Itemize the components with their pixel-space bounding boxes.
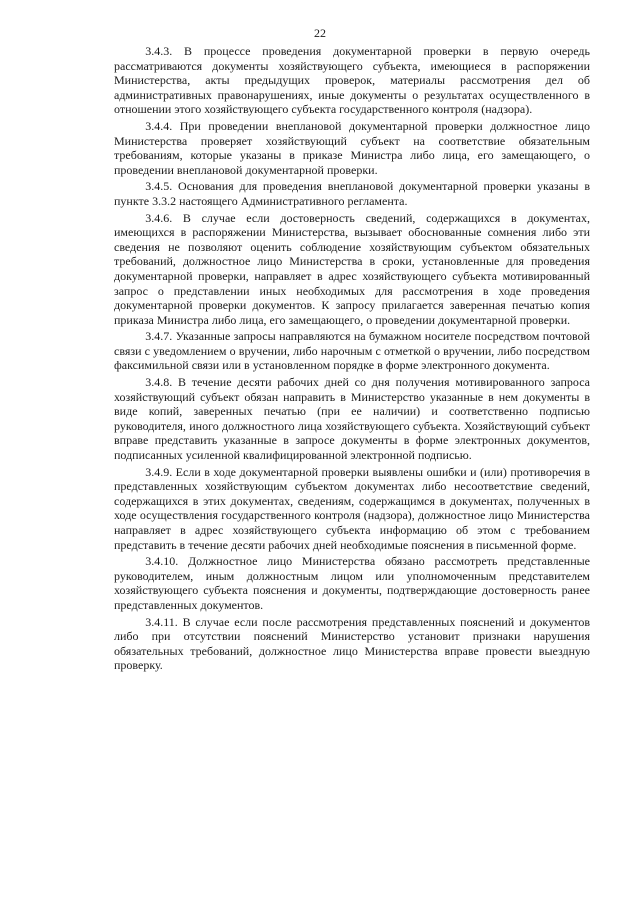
paragraph-3-4-5: 3.4.5. Основания для проведения внеплановой документарной проверки указаны в пункте 3.3.2 настоящего Административного регламента. [114, 179, 590, 208]
paragraph-3-4-3: 3.4.3. В процессе проведения документарной проверки в первую очередь рассматриваются документы хозяйствующего субъекта, имеющиеся в распоряжении Министерства, акты предыдущих проверок, материалы рассмотрения дел об административных правонарушениях, иные документы о результатах осуществленного в отношении этого хозяйствующего субъекта государственного контроля (надзора). [114, 44, 590, 117]
paragraph-3-4-10: 3.4.10. Должностное лицо Министерства обязано рассмотреть представленные руководителем, иным должностным лицом или уполномоченным представителем хозяйствующего субъекта пояснения и документы, подтверждающие достоверность ранее представленных документов. [114, 554, 590, 612]
paragraph-3-4-8: 3.4.8. В течение десяти рабочих дней со дня получения мотивированного запроса хозяйствующий субъект обязан направить в Министерство указанные в нем документы в виде копий, заверенных печатью (при ее наличии) и соответственно подписью руководителя, иного должностного лица хозяйствующего субъекта. Хозяйствующий субъект вправе представить указанные в запросе документы в форме электронных документов, подписанных усиленной квалифицированной электронной подписью. [114, 375, 590, 463]
paragraph-3-4-4: 3.4.4. При проведении внеплановой документарной проверки должностное лицо Министерства проверяет хозяйствующий субъект на соответствие обязательным требованиям, которые указаны в приказе Министра либо лица, его замещающего, о проведении внеплановой документарной проверки. [114, 118, 590, 177]
paragraph-3-4-6: 3.4.6. В случае если достоверность сведений, содержащихся в документах, имеющихся в распоряжении Министерства, вызывает обоснованные сомнения либо эти сведения не позволяют оценить соблюдение хозяйствующим субъектом обязательных требований, должностное лицо Министерства в сроки, установленные для проведения документарной проверки, направляет в адрес хозяйствующего субъекта мотивированный запрос о представлении иных необходимых для рассмотрения в ходе проведения документарной проверки документов. К запросу прилагается заверенная печатью копия приказа Министра либо лица, его замещающего, о проведении документарной проверки. [114, 210, 590, 327]
document-body [114, 44, 590, 673]
paragraph-3-4-9: 3.4.9. Если в ходе документарной проверки выявлены ошибки и (или) противоречия в представленных хозяйствующим субъектом документах либо несоответствие сведений, содержащихся в этих документах, сведениям, содержащимся в документах, полученных в ходе осуществления государственного контроля (надзора), должностное лицо Министерства направляет в адрес хозяйствующего субъекта информацию об этом с требованием представить в течение десяти рабочих дней необходимые пояснения в письменной форме. [114, 464, 590, 552]
paragraph-3-4-7: 3.4.7. Указанные запросы направляются на бумажном носителе посредством почтовой связи с уведомлением о вручении, либо нарочным с отметкой о вручении, либо посредством факсимильной связи или в установленном порядке в форме электронного документа. [114, 329, 590, 373]
page-number: 22 [314, 26, 326, 40]
paragraph-3-4-11: 3.4.11. В случае если после рассмотрения представленных пояснений и документов либо при отсутствии пояснений Министерство установит признаки нарушения обязательных требований, должностное лицо Министерства вправе провести выездную проверку. [114, 614, 590, 673]
